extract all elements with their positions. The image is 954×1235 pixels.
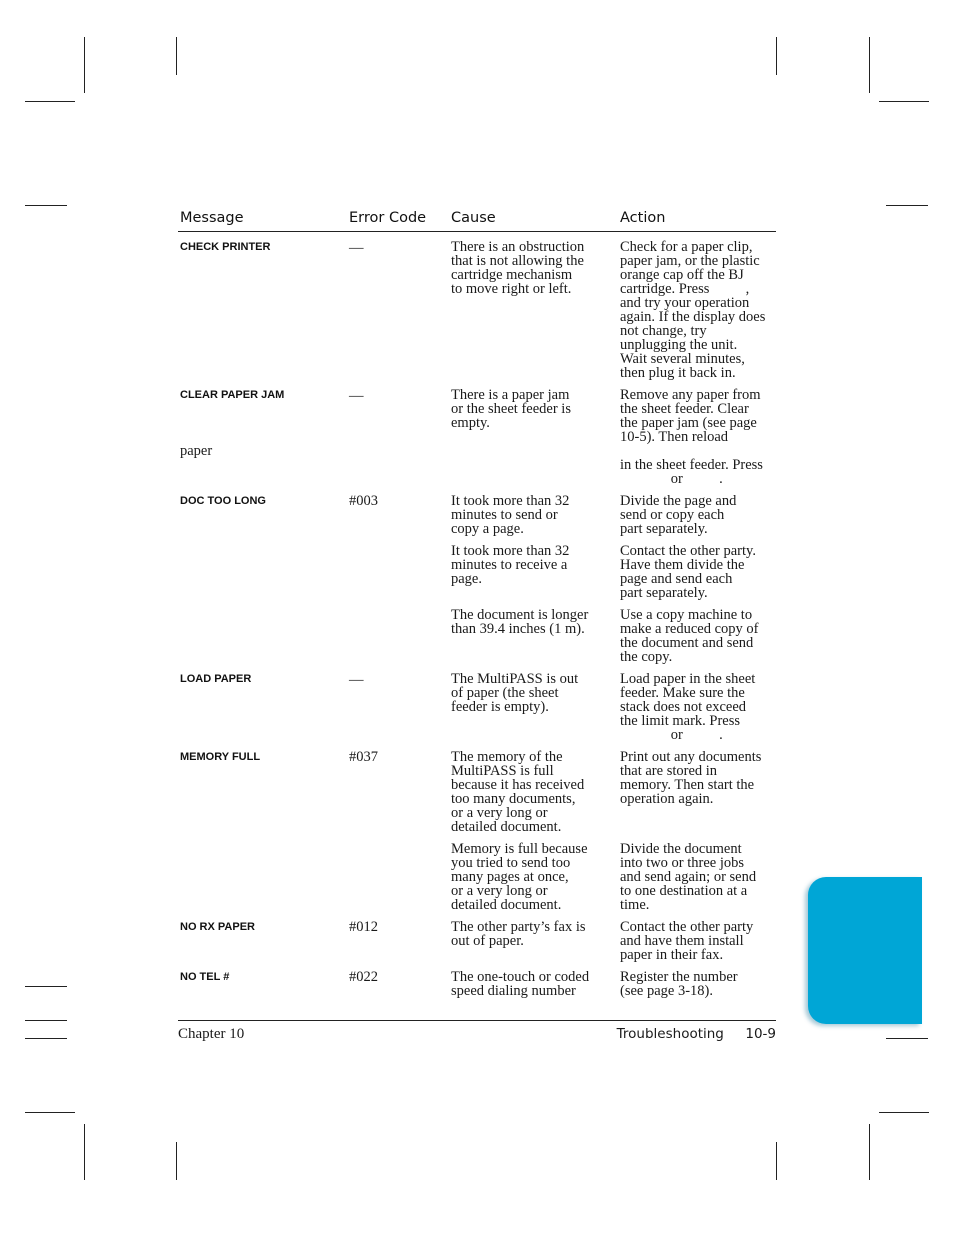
cause-text: The memory of the MultiPASS is full because it has received too many documents, or a very long or detailed document. [451,749,585,835]
crop-mark [176,1142,177,1180]
footer-chapter: Chapter 10 [178,1026,245,1042]
message-load-paper: LOAD PAPER [180,673,252,685]
error-code: #003 [349,493,378,509]
action-text: Register the number (see page 3-18). [620,969,738,999]
action-text: Use a copy machine to make a reduced copy of the document and send the copy. [620,607,759,665]
action-text: Divide the page and send or copy each part separately. [620,493,737,537]
cause-text: It took more than 32 minutes to receive a page. [451,543,570,587]
footer-running-head [600,1026,776,1042]
chapter-tab [808,877,922,1024]
message-no-tel: NO TEL # [180,971,230,983]
action-text-continued: in the sheet feeder. Press or . [620,457,763,487]
message-no-rx-paper: NO RX PAPER [180,921,255,933]
crop-mark [25,1020,67,1021]
header-message: Message [180,210,244,226]
crop-mark [25,1038,67,1039]
crop-mark [25,1112,75,1113]
crop-mark [869,37,870,93]
page-number: 10-9 [745,1026,776,1042]
error-code: — [349,672,364,688]
cause-text: The document is longer than 39.4 inches (1 m). [451,607,589,637]
crop-mark [25,205,67,206]
error-code: — [349,388,364,404]
message-clear-paper-jam: CLEAR PAPER JAM [180,389,285,401]
header-cause: Cause [451,210,496,226]
crop-mark [25,101,75,102]
crop-mark [25,986,67,987]
crop-mark [84,37,85,93]
cause-text: There is an obstruction that is not allowing the cartridge mechanism to move right or left. [451,239,585,297]
crop-mark [84,1124,85,1180]
error-code: #022 [349,969,378,985]
cause-text: The MultiPASS is out of paper (the sheet feeder is empty). [451,671,579,715]
cause-text: Memory is full because you tried to send too many pages at once, or a very long or detailed document. [451,841,588,913]
message-doc-too-long: DOC TOO LONG [180,495,266,507]
error-code: #012 [349,919,378,935]
error-code: #037 [349,749,378,765]
header-error-code: Error Code [349,210,427,226]
header-action: Action [620,210,666,226]
error-code: — [349,240,364,256]
header-rule [178,231,776,232]
crop-mark [176,37,177,75]
side-note: paper [180,443,213,459]
crop-mark [879,1112,929,1113]
action-text: Remove any paper from the sheet feeder. Clear the paper jam (see page 10-5). Then reload [620,387,761,445]
cause-text: The one-touch or coded speed dialing number [451,969,590,999]
crop-mark [869,1124,870,1180]
cause-text: There is a paper jam or the sheet feeder is empty. [451,387,571,431]
footer-section: Troubleshooting [616,1026,724,1042]
message-memory-full: MEMORY FULL [180,751,261,763]
crop-mark [879,101,929,102]
footer-rule [178,1020,776,1021]
crop-mark [776,37,777,75]
action-text: Divide the document into two or three jobs and send again; or send to one destination at a time. [620,841,757,913]
action-text: Contact the other party. Have them divide the page and send each part separately. [620,543,756,601]
action-text: Contact the other party and have them install paper in their fax. [620,919,754,963]
crop-mark [776,1142,777,1180]
crop-mark [886,1038,928,1039]
action-text: Print out any documents that are stored in memory. Then start the operation again. [620,749,762,807]
crop-mark [886,205,928,206]
action-text: Check for a paper clip, paper jam, or the plastic orange cap off the BJ cartridge. Press , and try your operation again. If the display does not change, try unplugging the unit. Wait several minutes, then plug it back in. [620,239,766,381]
action-text: Load paper in the sheet feeder. Make sure the stack does not exceed the limit mark. Press or . [620,671,756,743]
cause-text: It took more than 32 minutes to send or copy a page. [451,493,570,537]
message-check-printer: CHECK PRINTER [180,241,271,253]
cause-text: The other party’s fax is out of paper. [451,919,586,949]
